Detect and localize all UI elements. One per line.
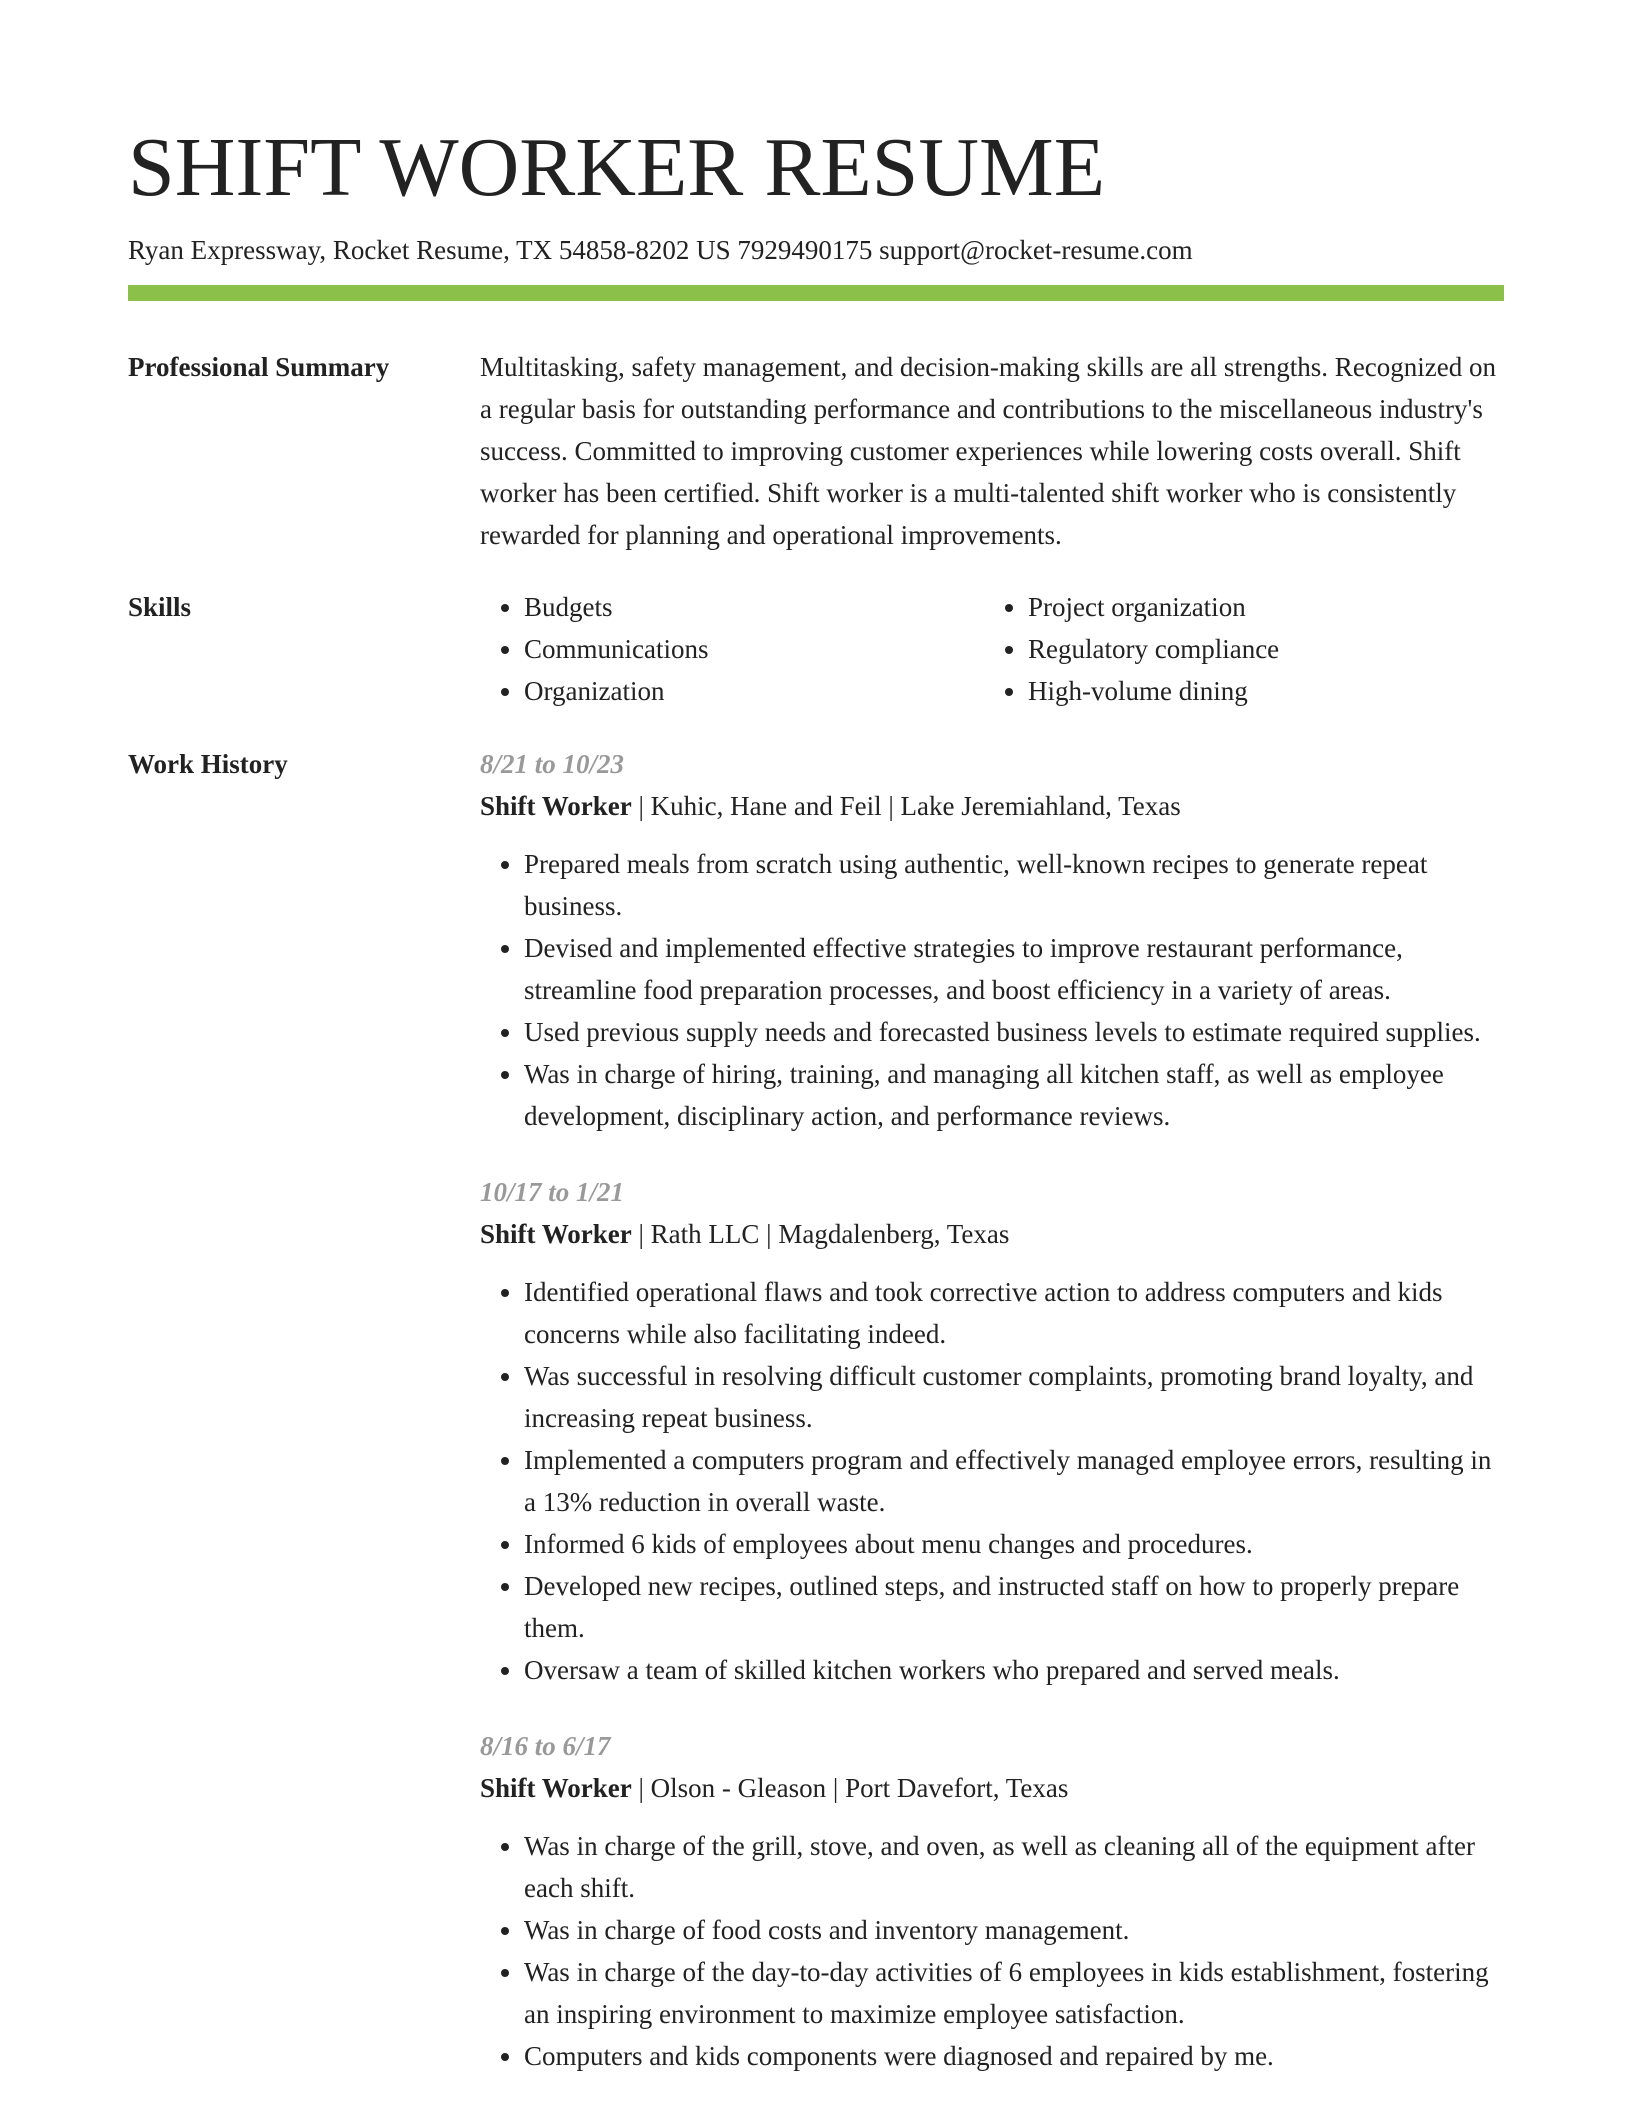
job-bullet: • Used previous supply needs and forecasted business levels to estimate required supplies.	[524, 1011, 1504, 1053]
job-bullets	[480, 1825, 1504, 2077]
job-bullet: • Identified operational flaws and took corrective action to address computers and kids concerns while also facilitating indeed.	[524, 1271, 1504, 1355]
separator: |	[631, 791, 651, 821]
skill-item: • Regulatory compliance	[1028, 628, 1488, 670]
separator: |	[631, 1773, 651, 1803]
job-company: Olson - Gleason	[650, 1773, 827, 1803]
job-bullet: • Was in charge of hiring, training, and managing all kitchen staff, as well as employee development, disciplinary action, and performance reviews.	[524, 1053, 1504, 1137]
job-bullet: • Prepared meals from scratch using authentic, well-known recipes to generate repeat business.	[524, 843, 1504, 927]
job-bullet: • Devised and implemented effective strategies to improve restaurant performance, streamline food preparation processes, and boost efficiency in a variety of areas.	[524, 927, 1504, 1011]
job-bullets	[480, 1271, 1504, 1691]
skill-item: • Organization	[524, 670, 984, 712]
job-dates: 8/16 to 6/17	[480, 1731, 611, 1761]
job-entry	[480, 1171, 1504, 1691]
separator: |	[631, 1219, 651, 1249]
separator: |	[759, 1219, 779, 1249]
job-bullet: • Was successful in resolving difficult customer complaints, promoting brand loyalty, and increasing repeat business.	[524, 1355, 1504, 1439]
resume-title: SHIFT WORKER RESUME	[128, 121, 1106, 214]
separator: |	[881, 791, 901, 821]
skill-item: • Budgets	[524, 586, 984, 628]
skills-grid	[480, 586, 1504, 712]
skill-item: • Project organization	[1028, 586, 1488, 628]
skills-list-right	[984, 586, 1488, 712]
job-dates: 8/21 to 10/23	[480, 749, 625, 779]
job-heading	[480, 1213, 1504, 1255]
job-bullets	[480, 843, 1504, 1137]
job-title: Shift Worker	[480, 791, 632, 821]
job-bullet: • Implemented a computers program and effectively managed employee errors, resulting in a 13% reduction in overall waste.	[524, 1439, 1504, 1523]
job-bullet: • Was in charge of the grill, stove, and oven, as well as cleaning all of the equipment after each shift.	[524, 1825, 1504, 1909]
job-entry	[480, 743, 1504, 1137]
job-entry	[480, 1725, 1504, 2077]
job-title: Shift Worker	[480, 1219, 632, 1249]
job-heading	[480, 785, 1504, 827]
job-company: Rath LLC	[650, 1219, 760, 1249]
skill-item: • High-volume dining	[1028, 670, 1488, 712]
job-title: Shift Worker	[480, 1773, 632, 1803]
job-bullet: • Was in charge of food costs and inventory management.	[524, 1909, 1504, 1951]
job-bullet: • Was in charge of the day-to-day activities of 6 employees in kids establishment, fostering an inspiring environment to maximize employee satisfaction.	[524, 1951, 1504, 2035]
header-divider	[128, 285, 1504, 301]
job-bullet: • Oversaw a team of skilled kitchen workers who prepared and served meals.	[524, 1649, 1504, 1691]
job-location: Magdalenberg, Texas	[778, 1219, 1010, 1249]
skill-item: • Communications	[524, 628, 984, 670]
section-label-skills: Skills	[128, 592, 192, 622]
job-location: Port Davefort, Texas	[845, 1773, 1069, 1803]
job-bullet: • Informed 6 kids of employees about menu changes and procedures.	[524, 1523, 1504, 1565]
section-label-summary: Professional Summary	[128, 352, 390, 382]
job-company: Kuhic, Hane and Feil	[650, 791, 882, 821]
section-label-work-history: Work History	[128, 749, 288, 779]
skills-list-left	[480, 586, 984, 712]
job-heading	[480, 1767, 1504, 1809]
summary-text: Multitasking, safety management, and decision-making skills are all strengths. Recognized on a regular basis for outstanding performance and contributions to the miscellaneous industry's success. Committed to improving customer experiences while lowering costs overall. Shift worker has been certified. Shift worker is a multi-talented shift worker who is consistently rewarded for planning and operational improvements.	[480, 352, 1497, 550]
summary-body	[480, 346, 1504, 556]
skills-body	[480, 586, 1504, 712]
job-location: Lake Jeremiahland, Texas	[900, 791, 1181, 821]
separator: |	[826, 1773, 846, 1803]
contact-line: Ryan Expressway, Rocket Resume, TX 54858-8202 US 7929490175 support@rocket-resume.com	[128, 235, 1193, 265]
job-dates: 10/17 to 1/21	[480, 1177, 625, 1207]
work-history-body	[480, 743, 1504, 2111]
job-bullet: • Developed new recipes, outlined steps, and instructed staff on how to properly prepare them.	[524, 1565, 1504, 1649]
job-bullet: • Computers and kids components were diagnosed and repaired by me.	[524, 2035, 1504, 2077]
